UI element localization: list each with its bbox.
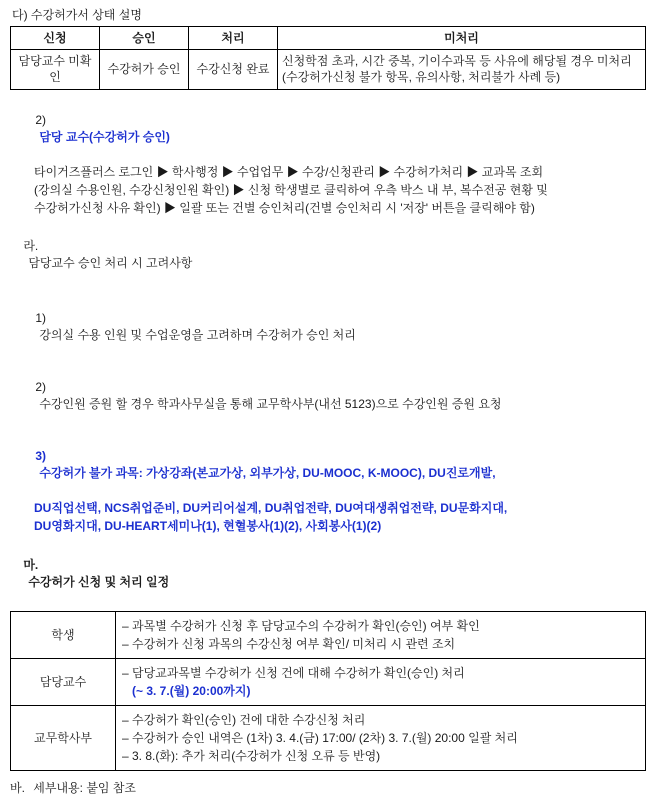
column-header-micheori: 미처리 xyxy=(278,27,646,50)
section-ra-item-3-text: 수강허가 불가 과목: 가상강좌(본교가상, 외부가상, DU-MOOC, K-MOOC), DU진로개발, xyxy=(39,466,496,481)
section-2-line-2: (강의실 수용인원, 수강신청인원 확인) ▶ 신청 학생별로 클릭하여 우측 박스 내 부, 복수전공 현황 및 xyxy=(34,182,548,197)
schedule-professor-deadline: (~ 3. 7.(월) 20:00까지) xyxy=(132,684,251,699)
table-row xyxy=(11,50,646,89)
section-ma-label: 마. xyxy=(23,558,39,573)
section-ra-heading xyxy=(10,221,656,289)
section-ra-item-3 xyxy=(22,431,656,499)
schedule-affairs-line-3: – 3. 8.(화): 추가 처리(수강허가 신청 오류 등 반영) xyxy=(122,749,381,764)
column-header-cheori: 처리 xyxy=(189,27,278,50)
section-ra-item-1 xyxy=(22,293,656,361)
section-ra-item-2-text: 수강인원 증원 할 경우 학과사무실을 통해 교무학사부(내선 5123)으로 수강인원 증원 요청 xyxy=(39,397,502,412)
section-2-line-3: 수강허가신청 사유 확인) ▶ 일괄 또는 건별 승인처리(건별 승인처리 시 '저장' 버튼을 클릭해야 함) xyxy=(34,200,535,215)
section-ra-item-3-cont-2: DU영화지대, DU-HEART세미나(1), 현혈봉사(1)(2), 사회봉사(1)(2) xyxy=(34,519,382,534)
cell-seungin: 수강허가 승인 xyxy=(100,50,189,89)
section-2-heading xyxy=(22,95,656,163)
schedule-label-academic-affairs: 교무학사부 xyxy=(11,706,116,771)
cell-sincheong: 담당교수 미확인 xyxy=(11,50,100,89)
schedule-student-line-1: – 과목별 수강허가 신청 후 담당교수의 수강허가 확인(승인) 여부 확인 xyxy=(122,619,480,634)
section-2-title: 담당 교수(수강허가 승인) xyxy=(39,129,170,144)
table-row xyxy=(11,612,646,659)
section-ra-item-1-text: 강의실 수용 인원 및 수업운영을 고려하며 수강허가 승인 처리 xyxy=(39,327,356,342)
table-row xyxy=(11,659,646,706)
schedule-table xyxy=(10,611,646,771)
section-ra-item-2 xyxy=(22,362,656,430)
column-header-seungin: 승인 xyxy=(100,27,189,50)
column-header-sincheong: 신청 xyxy=(11,27,100,50)
section-ra-label: 라. xyxy=(23,238,39,253)
schedule-affairs-line-2: – 수강허가 승인 내역은 (1차) 3. 4.(금) 17:00/ (2차) 3. 7.(월) 20:00 일괄 처리 xyxy=(122,731,518,746)
status-table xyxy=(10,26,646,90)
section-2-line-1: 타이거즈플러스 로그인 ▶ 학사행정 ▶ 수업업무 ▶ 수강/신청관리 ▶ 수강허가처리 ▶ 교과목 조회 xyxy=(34,164,544,179)
schedule-student-line-2: – 수강허가 신청 과목의 수강신청 여부 확인/ 미처리 시 관련 조치 xyxy=(122,637,456,652)
schedule-body-professor xyxy=(116,659,646,706)
section-ba xyxy=(10,779,656,796)
schedule-affairs-line-1: – 수강허가 확인(승인) 건에 대한 수강신청 처리 xyxy=(122,713,366,728)
schedule-body-academic-affairs xyxy=(116,706,646,771)
section-ra-item-3-number: 3) xyxy=(35,449,47,464)
section-ra-item-3-cont-1: DU직업선택, NCS취업준비, DU커리어설계, DU취업전략, DU여대생취업전략, DU문화지대, xyxy=(34,501,508,516)
section-ma-title: 수강허가 신청 및 처리 일정 xyxy=(28,575,170,590)
cell-cheori: 수강신청 완료 xyxy=(189,50,278,89)
section-ba-label: 바. xyxy=(10,781,25,796)
document-page xyxy=(0,6,656,796)
schedule-label-student: 학생 xyxy=(11,612,116,659)
section-ra-item-2-number: 2) xyxy=(35,380,47,395)
table-row xyxy=(11,706,646,771)
schedule-professor-line-1: – 담당교과목별 수강허가 신청 건에 대해 수강허가 확인(승인) 처리 xyxy=(122,666,465,681)
cell-micheori: 신청학점 초과, 시간 중복, 기이수과목 등 사유에 해당될 경우 미처리(수강허가신청 불가 항목, 유의사항, 처리불가 사례 등) xyxy=(278,50,646,89)
section-ba-title: 세부내용: 붙임 참조 xyxy=(33,781,137,796)
section-ra-title: 담당교수 승인 처리 시 고려사항 xyxy=(28,255,193,270)
section-ma-heading xyxy=(10,540,656,608)
page-heading: 다) 수강허가서 상태 설명 xyxy=(12,8,142,22)
section-2-number: 2) xyxy=(35,112,47,127)
table-header-row xyxy=(11,27,646,50)
section-ra-item-1-number: 1) xyxy=(35,310,47,325)
schedule-body-student xyxy=(116,612,646,659)
schedule-label-professor: 담당교수 xyxy=(11,659,116,706)
